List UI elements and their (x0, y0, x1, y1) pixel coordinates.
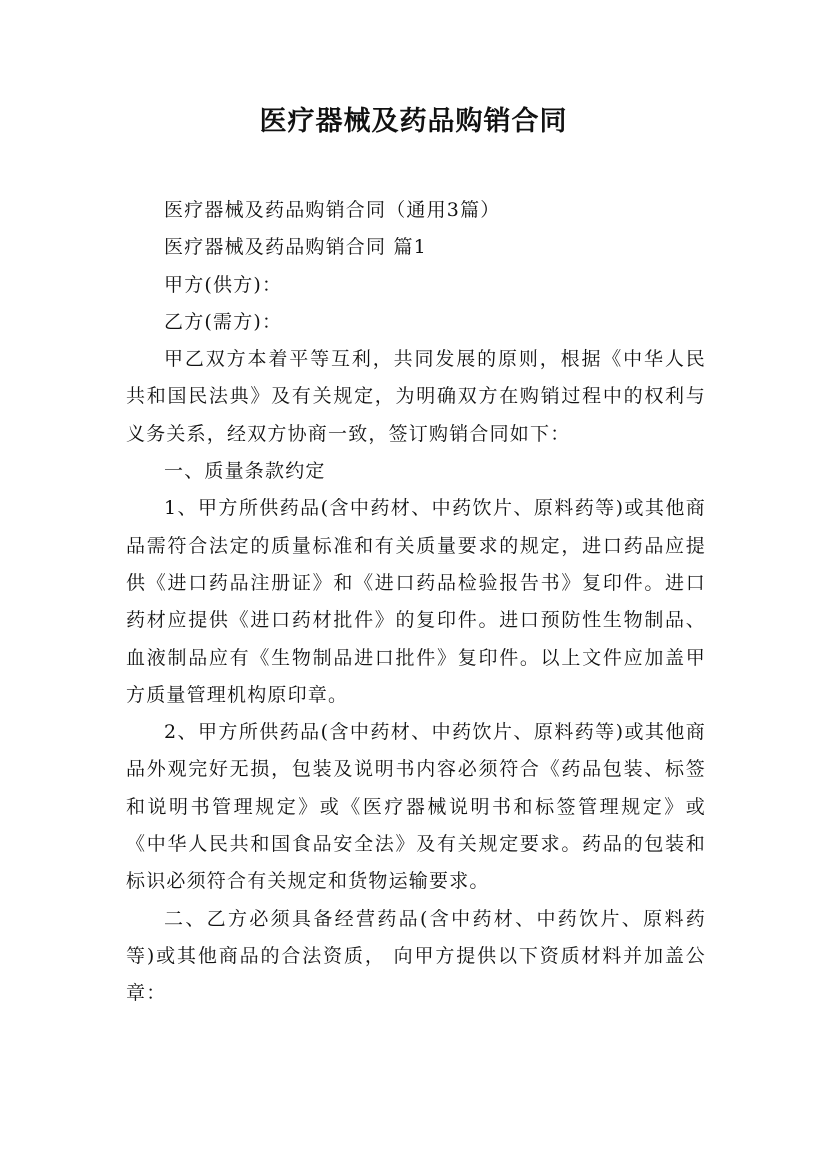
paragraph-preamble: 甲乙双方本着平等互利，共同发展的原则，根据《中华人民共和国民法典》及有关规定，为明确双方在购销过程中的权利与义务关系，经双方协商一致，签订购销合同如下： (126, 348, 706, 445)
paragraph-section-heading: 医疗器械及药品购销合同 篇1 (164, 236, 427, 259)
paragraph-party-a: 甲方(供方)： (164, 273, 283, 296)
paragraph-clause-2: 二、乙方必须具备经营药品(含中药材、中药饮片、原料药等)或其他商品的合法资质， 向甲方提供以下资质材料并加盖公章： (126, 907, 706, 1005)
paragraph-clause-1-2: 2、甲方所供药品(含中药材、中药饮片、原料药等)或其他商品外观完好无损，包装及说明书内容必须符合《药品包装、标签和说明书管理规定》或《医疗器械说明书和标签管理规定》或《中华人民共和国食品安全法》及有关规定要求。药品的包装和标识必须符合有关规定和货物运输要求。 (126, 721, 706, 893)
document-title: 医疗器械及药品购销合同 (259, 106, 568, 137)
paragraph-party-b: 乙方(需方)： (164, 310, 283, 333)
document-body (126, 192, 706, 1013)
paragraph-clause-heading-1: 一、质量条款约定 (164, 460, 326, 483)
paragraph-clause-1-1: 1、甲方所供药品(含中药材、中药饮片、原料药等)或其他商品需符合法定的质量标准和有关质量要求的规定，进口药品应提供《进口药品注册证》和《进口药品检验报告书》复印件。进口药材应提供《进口药材批件》的复印件。进口预防性生物制品、血液制品应有《生物制品进口批件》复印件。以上文件应加盖甲方质量管理机构原印章。 (126, 497, 706, 706)
paragraph-subtitle: 医疗器械及药品购销合同（通用3篇） (164, 199, 501, 221)
